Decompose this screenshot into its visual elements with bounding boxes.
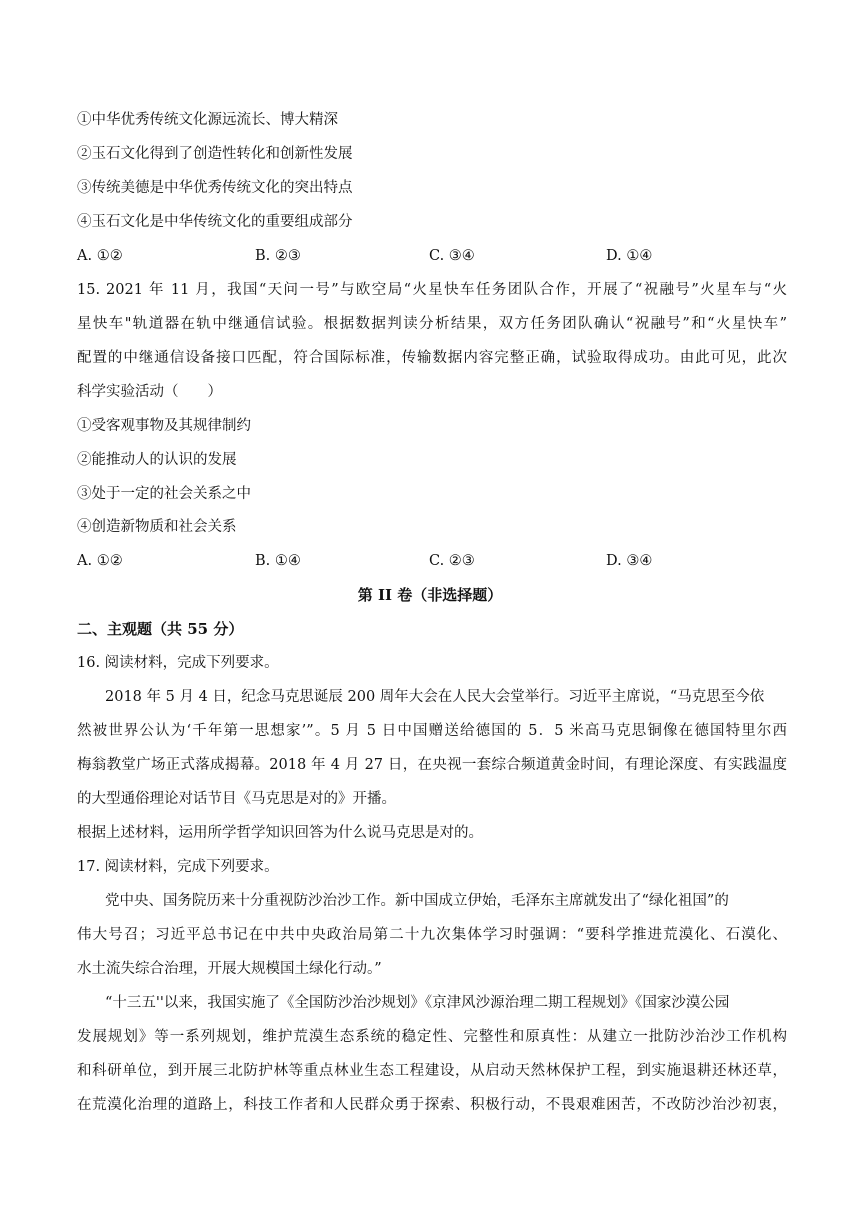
q16-paragraph-line-2: 然被世界公认为‘千年第一思想家’”。5 月 5 日中国赠送给德国的 5．5 米高马克思铜像在德国特里尔西 <box>77 723 787 739</box>
q14-choice-b: B. ②③ <box>255 248 301 264</box>
q17-stem: 17. 阅读材料，完成下列要求。 <box>77 859 279 875</box>
q15-option-1: ①受客观事物及其规律制约 <box>77 418 251 434</box>
q15-option-4: ④创造新物质和社会关系 <box>77 519 237 535</box>
q14-choice-a: A. ①② <box>77 248 123 264</box>
q15-choice-a: A. ①② <box>77 553 123 569</box>
q14-choice-d: D. ①④ <box>606 248 653 264</box>
q14-choices <box>77 246 787 266</box>
q15-option-2: ②能推动人的认识的发展 <box>77 452 237 468</box>
part-title: 二、主观题（共 55 分） <box>77 620 244 638</box>
q14-option-1: ①中华优秀传统文化源远流长、博大精深 <box>77 112 338 128</box>
q17-paragraph1-line-3: 水土流失综合治理，开展大规模国土绿化行动。” <box>77 961 382 977</box>
q17-paragraph2-line-1: “十三五''以来，我国实施了《全国防沙治沙规划》《京津风沙源治理二期工程规划》《国家沙漠公园 <box>105 995 730 1011</box>
q17-paragraph2-line-4: 在荒漠化治理的道路上，科技工作者和人民群众勇于探索、积极行动，不畏艰难困苦，不改防沙治沙初衷， <box>77 1097 787 1113</box>
q15-stem-line-1: 15. 2021 年 11 月，我国“天问一号”与欧空局“火星快车任务团队合作，开展了“祝融号”火星车与“火 <box>77 282 787 298</box>
q15-choice-c: C. ②③ <box>429 553 475 569</box>
q16-question: 根据上述材料，运用所学哲学知识回答为什么说马克思是对的。 <box>77 825 483 841</box>
q15-choice-d: D. ③④ <box>606 553 653 569</box>
q15-choice-b: B. ①④ <box>255 553 301 569</box>
q17-paragraph1-line-1: 党中央、国务院历来十分重视防沙治沙工作。新中国成立伊始，毛泽东主席就发出了“绿化祖国”的 <box>105 893 729 909</box>
q15-choices <box>77 551 787 571</box>
q14-choice-c: C. ③④ <box>429 248 475 264</box>
q14-option-3: ③传统美德是中华优秀传统文化的突出特点 <box>77 180 353 196</box>
q14-option-4: ④玉石文化是中华传统文化的重要组成部分 <box>77 214 353 230</box>
q17-paragraph2-line-2: 发展规划》等一系列规划，维护荒漠生态系统的稳定性、完整性和原真性：从建立一批防沙治沙工作机构 <box>77 1029 787 1045</box>
q17-paragraph1-line-2: 伟大号召；习近平总书记在中共中央政治局第二十九次集体学习时强调：“要科学推进荒漠化、石漠化、 <box>77 927 787 943</box>
q16-paragraph-line-3: 梅翁教堂广场正式落成揭幕。2018 年 4 月 27 日，在央视一套综合频道黄金时间，有理论深度、有实践温度 <box>77 757 787 773</box>
volume-title: 第 II 卷（非选择题） <box>357 586 503 604</box>
q15-stem-line-4: 科学实验活动（ ） <box>77 384 222 400</box>
q15-option-3: ③处于一定的社会关系之中 <box>77 486 251 502</box>
q16-paragraph-line-1: 2018 年 5 月 4 日，纪念马克思诞辰 200 周年大会在人民大会堂举行。习近平主席说，“马克思至今依 <box>105 689 765 705</box>
q17-paragraph2-line-3: 和科研单位，到开展三北防护林等重点林业生态工程建设，从启动天然林保护工程，到实施退耕还林还草， <box>77 1063 787 1079</box>
q15-stem-line-2: 星快车"轨道器在轨中继通信试验。根据数据判读分析结果，双方任务团队确认“祝融号”和“火星快车” <box>77 316 787 332</box>
q16-stem: 16. 阅读材料，完成下列要求。 <box>77 655 279 671</box>
q14-option-2: ②玉石文化得到了创造性转化和创新性发展 <box>77 146 353 162</box>
q16-paragraph-line-4: 的大型通俗理论对话节目《马克思是对的》开播。 <box>77 791 396 807</box>
q15-stem-line-3: 配置的中继通信设备接口匹配，符合国际标准，传输数据内容完整正确，试验取得成功。由此可见，此次 <box>77 350 787 366</box>
